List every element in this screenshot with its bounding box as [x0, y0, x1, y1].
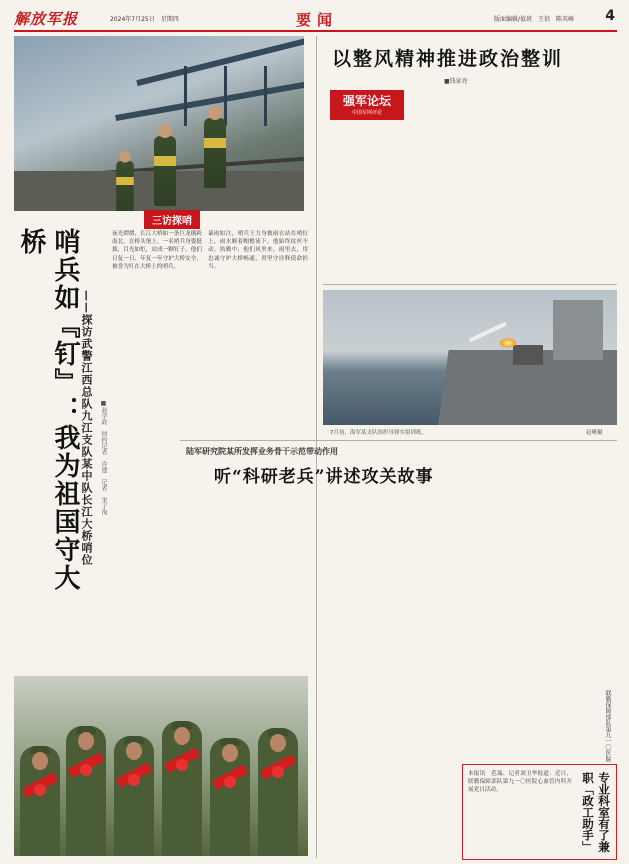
ship-photo-credit: 赵晰摄 [586, 430, 603, 436]
issue-date: 2024年7月25日 星期四 [110, 16, 179, 23]
left-body-col-2: 暴雨如注，哨兵王力身披雨衣站在哨位上，雨水顺着帽檐流下，他始终纹丝不动。执勤中，他们风里来、雨里去，用忠诚守护大桥畅通，用坚守诠释使命担当。 [208, 231, 308, 270]
section-divider [323, 284, 617, 285]
page-editors: 版面编辑/值班 王信 陈英峰 [494, 16, 575, 23]
unit-label: 联勤保障部队第九一〇医院 [604, 690, 611, 762]
left-headline: 哨兵如『钉』：我为祖国守大桥 [16, 228, 80, 592]
left-body-col-1: 夜光熠熠，长江大桥如一条巨龙横跨南北。在桥头堡上，一名哨兵身姿挺拔，目光如炬，站成一颗钉子。他们日复一日、年复一年守护大桥安全，被誉为钉在大桥上的哨兵。 [112, 231, 202, 270]
section-title: 要闻 [296, 11, 339, 29]
forum-badge-title: 强军论坛 [342, 94, 391, 108]
middle-kicker: 陆军研究院某所发挥业务骨干示范带动作用 [186, 447, 338, 456]
boxed-article-body: 本报讯 范瑞、记者刘卫华报道：近日，联勤保障部队第九一〇医院心血管内科开展党日活动。 [468, 771, 572, 794]
boxed-headline: 专业科室有了兼职「政工助手」 [581, 772, 611, 853]
bridge-sentry-photo [14, 36, 304, 211]
left-byline: ■赵学政 特约记者 许建 记者 宋子洵 [100, 400, 107, 515]
forum-badge [330, 90, 404, 120]
section-divider [180, 440, 617, 441]
forum-badge-subtitle: 中国军网评论 [351, 110, 382, 116]
right-author: ■钱家亮 [444, 78, 468, 85]
ship-photo-caption: 7月初，海军某支队组织导弹实射训练。 [330, 430, 428, 436]
page-number: 4 [605, 8, 615, 24]
right-headline: 以整风精神推进政治整训 [332, 48, 564, 70]
newspaper-logo: 解放军报 [14, 10, 79, 28]
soldiers-group-photo [14, 676, 308, 856]
article-kicker: 三访探哨 [144, 210, 200, 229]
masthead [14, 6, 617, 32]
left-subheadline: ——探访武警江西总队九江支队某中队长江大桥哨位 [80, 290, 93, 566]
middle-headline: 听“科研老兵”讲述攻关故事 [214, 467, 434, 487]
missile-ship-photo [323, 290, 617, 425]
